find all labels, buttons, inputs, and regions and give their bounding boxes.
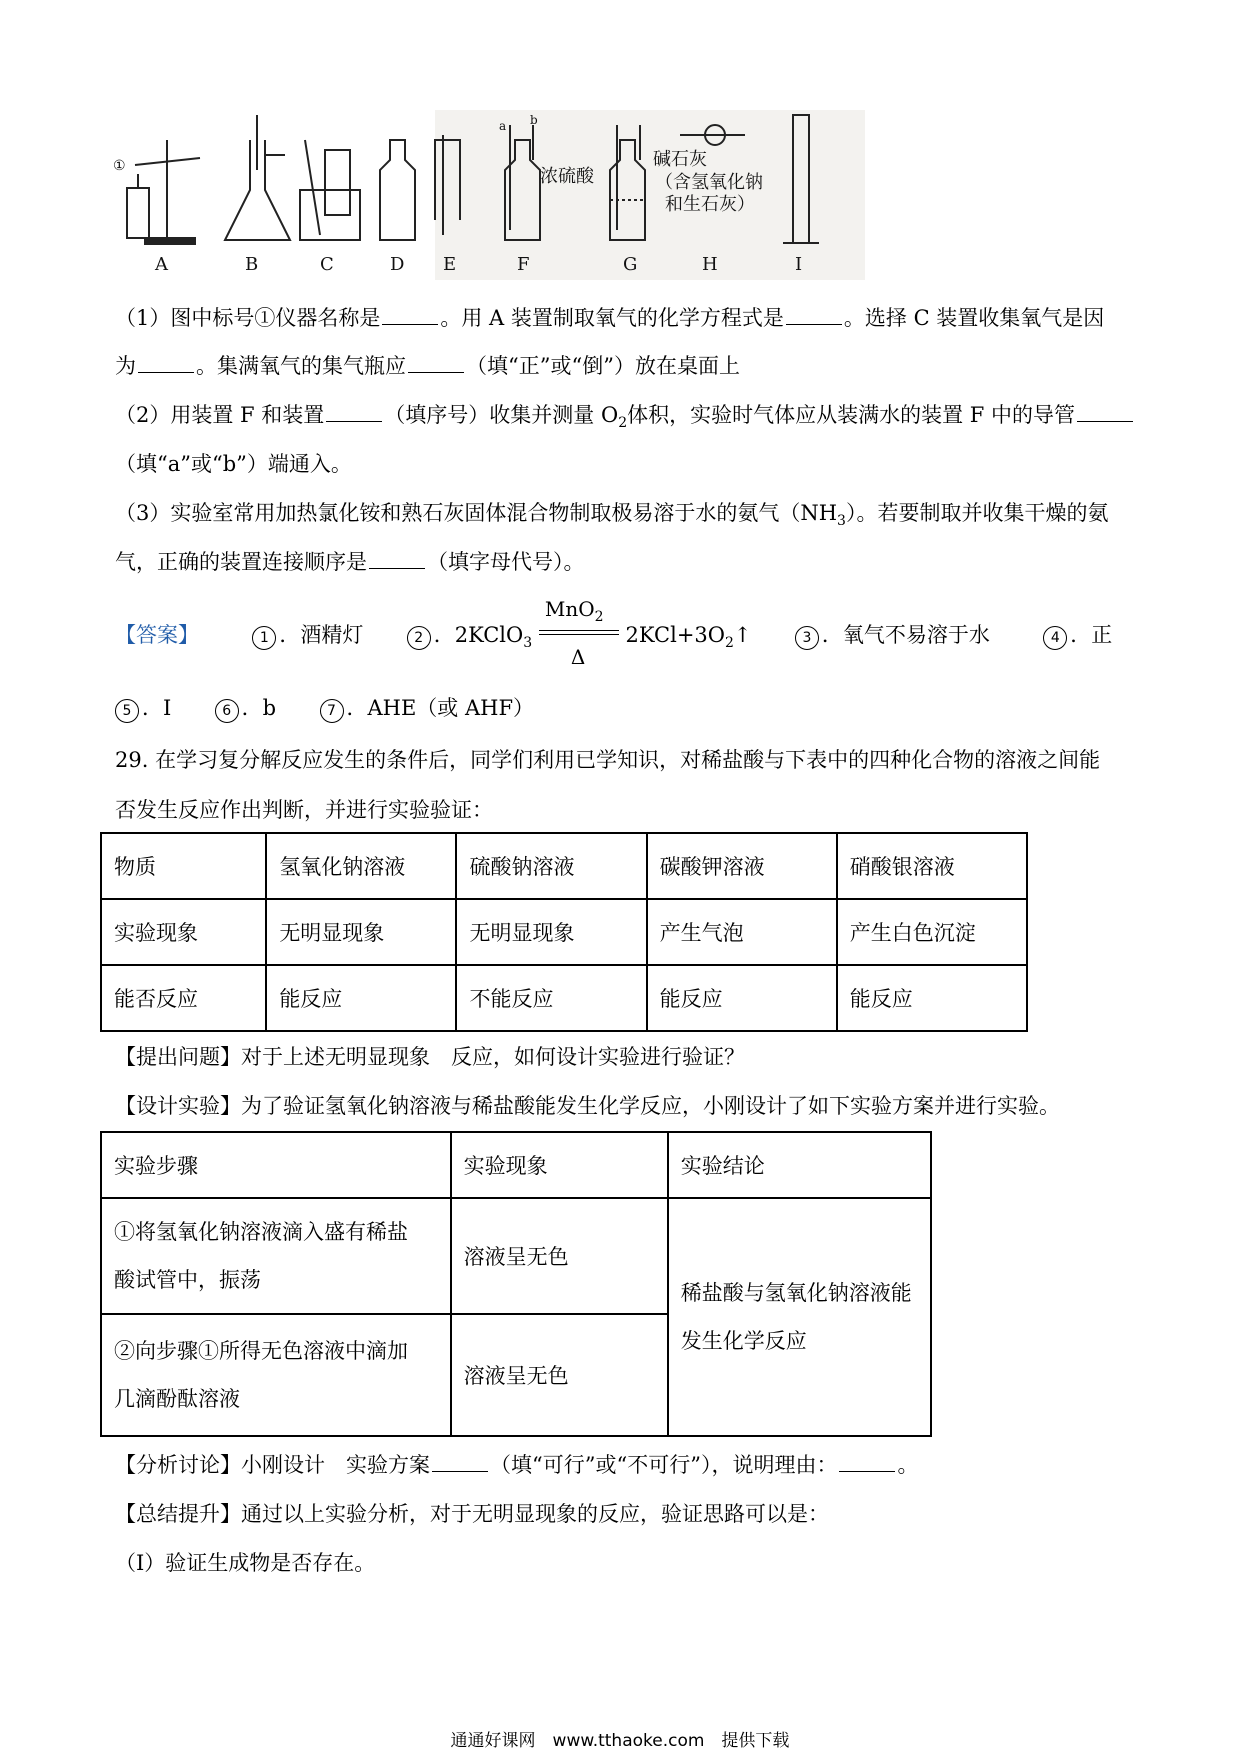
table-row: 实验现象 无明显现象 无明显现象 产生气泡 产生白色沉淀	[101, 899, 1027, 965]
blank	[839, 1451, 895, 1472]
circle-number: 2	[407, 626, 431, 650]
blank	[382, 304, 438, 325]
label-F: F	[517, 254, 530, 275]
h-reagent-label-1: 碱石灰	[653, 149, 707, 170]
blank	[786, 304, 842, 325]
q3-line-2: 气，正确的装置连接顺序是 （填字母代号）。	[115, 550, 585, 574]
q29-line-1: 29. 在学习复分解反应发生的条件后，同学们利用已学知识，对稀盐酸与下表中的四种化合物的溶液之间能	[115, 748, 1101, 772]
marker-1: ①	[113, 158, 126, 174]
h-reagent-label-3: 和生石灰）	[665, 194, 755, 215]
apparatus-drawing	[105, 110, 935, 280]
label-E: E	[443, 254, 457, 275]
circle-number: 7	[320, 699, 344, 723]
circle-number: 6	[215, 699, 239, 723]
circle-number: 4	[1043, 626, 1067, 650]
label-C: C	[320, 254, 334, 275]
table-row: 物质 氢氧化钠溶液 硫酸钠溶液 碳酸钾溶液 硝酸银溶液	[101, 833, 1027, 899]
summary-line: 【总结提升】通过以上实验分析，对于无明显现象的反应，验证思路可以是：	[115, 1502, 829, 1526]
f-reagent-label: 浓硫酸	[540, 166, 594, 187]
blank	[369, 548, 425, 569]
design-experiment: 【设计实验】为了验证氢氧化钠溶液与稀盐酸能发生化学反应，小刚设计了如下实验方案并进行实验。	[115, 1094, 1060, 1118]
analysis-line: 【分析讨论】小刚设计 实验方案 （填“可行”或“不可行”），说明理由： 。	[115, 1453, 919, 1477]
footer: 通通好课网 www.tthaoke.com 提供下载	[450, 1731, 790, 1751]
circle-number: 5	[115, 699, 139, 723]
blank	[1077, 401, 1133, 422]
reaction-table	[100, 832, 1028, 1032]
apparatus-figure	[105, 110, 935, 280]
table-row: ②向步骤①所得无色溶液中滴加 几滴酚酞溶液 溶液呈无色	[101, 1314, 931, 1436]
item-i-line: （Ⅰ）验证生成物是否存在。	[115, 1551, 376, 1575]
table-row: 实验步骤 实验现象 实验结论	[101, 1132, 931, 1198]
label-H: H	[702, 254, 718, 275]
circle-number: 3	[795, 626, 819, 650]
label-D: D	[390, 254, 405, 275]
raise-question: 【提出问题】对于上述无明显现象 反应，如何设计实验进行验证？	[115, 1045, 745, 1069]
q2-line-1: （2）用装置 F 和装置 （填序号）收集并测量 $O_2$体积，实验时气体应从装满水的装置 F 中的导管	[115, 400, 1135, 438]
q3-line-1: （3）实验室常用加热氯化铵和熟石灰固体混合物制取极易溶于水的氨气$(NH_3)$。若要制取并收集干燥的氨	[115, 501, 1109, 530]
label-G: G	[623, 254, 638, 275]
answer-tag: 【答案】	[115, 623, 199, 647]
port-b-label: b	[530, 113, 538, 127]
q29-line-2: 否发生反应作出判断，并进行实验验证：	[115, 798, 493, 822]
label-B: B	[245, 254, 259, 275]
q1-line-2: 为 。集满氧气的集气瓶应 （填“正”或“倒”）放在桌面上	[115, 354, 740, 378]
table-row: 能否反应 能反应 不能反应 能反应 能反应	[101, 965, 1027, 1031]
label-A: A	[155, 254, 168, 275]
circle-number: 1	[252, 626, 276, 650]
label-I: I	[795, 254, 803, 275]
answer-line: 【答案】 1 ．酒精灯 2 ．2KClO$_3$ MnO$_2$ Δ $2KCl+3O_2↑$ 3 ．氧气不易溶于水 4 ．正	[115, 596, 1113, 669]
answer-line-2: 5 ．I 6 ．b 7 ．AHE（或 AHF）	[115, 693, 534, 723]
port-a-label: a	[499, 119, 507, 133]
h-reagent-label-2: （含氢氧化钠	[655, 172, 763, 193]
q1-line-1: （1）图中标号①仪器名称是 。用 A 装置制取氧气的化学方程式是 。选择 C 装置收集氧气是因	[115, 306, 1105, 330]
blank	[138, 352, 194, 373]
blank	[408, 352, 464, 373]
table-row: ①将氢氧化钠溶液滴入盛有稀盐 酸试管中，振荡 溶液呈无色 稀盐酸与氢氧化钠溶液能 发生化学反应	[101, 1198, 931, 1314]
reaction-condition: MnO$_2$ Δ	[539, 622, 619, 652]
experiment-table	[100, 1131, 932, 1437]
blank	[432, 1451, 488, 1472]
blank	[326, 401, 382, 422]
q2-line-2: （填“a”或“b”）端通入。	[115, 452, 352, 476]
